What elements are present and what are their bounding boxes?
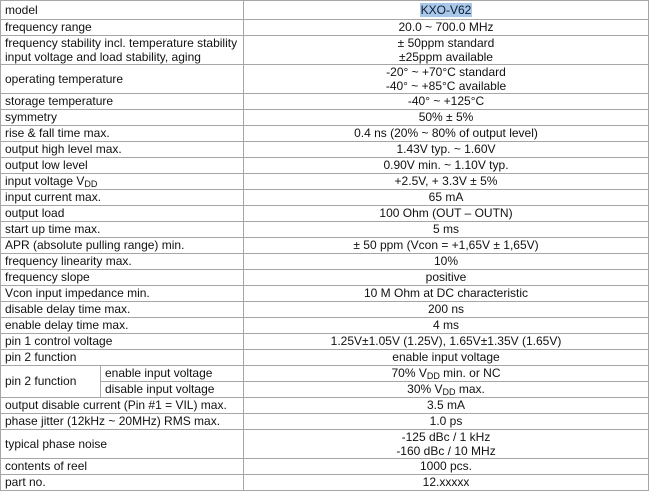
row-value: ± 50 ppm (Vcon = +1,65V ± 1,65V): [244, 238, 649, 254]
row-label: contents of reel: [1, 459, 244, 475]
row-frequency-range: [1, 20, 649, 36]
row-model: [1, 1, 649, 20]
row-output-high-level: [1, 142, 649, 158]
row-value: [244, 1, 649, 20]
row-label: output disable current (Pin #1 = VIL) max.: [1, 398, 244, 414]
row-operating-temperature: [1, 65, 649, 94]
value-line: ± 50ppm standard: [397, 36, 495, 50]
value-subscript: DD: [426, 371, 440, 381]
row-value: 10 M Ohm at DC characteristic: [244, 286, 649, 302]
row-label: output low level: [1, 158, 244, 174]
row-frequency-linearity: [1, 254, 649, 270]
row-label: frequency slope: [1, 270, 244, 286]
row-input-voltage: [1, 174, 649, 190]
row-value: 1.0 ps: [244, 414, 649, 430]
value-text: max.: [455, 382, 485, 396]
row-value: 100 Ohm (OUT – OUTN): [244, 206, 649, 222]
row-value: 0.90V min. ~ 1.10V typ.: [244, 158, 649, 174]
row-value: 3.5 mA: [244, 398, 649, 414]
row-label: operating temperature: [1, 65, 244, 94]
row-value: +2.5V, + 3.3V ± 5%: [244, 174, 649, 190]
row-value: 1.25V±1.05V (1.25V), 1.65V±1.35V (1.65V): [244, 334, 649, 350]
row-typical-phase-noise: [1, 430, 649, 459]
row-label: symmetry: [1, 110, 244, 126]
row-value: positive: [244, 270, 649, 286]
row-label: frequency linearity max.: [1, 254, 244, 270]
row-label: input current max.: [1, 190, 244, 206]
row-rise-fall-time: [1, 126, 649, 142]
row-label: [1, 36, 244, 65]
row-label: disable delay time max.: [1, 302, 244, 318]
row-value: 50% ± 5%: [244, 110, 649, 126]
value-text: min. or NC: [439, 366, 501, 380]
row-value: 12.xxxxx: [244, 475, 649, 491]
row-phase-jitter: [1, 414, 649, 430]
value-line: -125 dBc / 1 kHz: [401, 430, 491, 444]
row-symmetry: [1, 110, 649, 126]
label-text: input voltage V: [5, 174, 85, 188]
label-line: frequency stability incl. temperature stability: [5, 36, 238, 50]
row-output-low-level: [1, 158, 649, 174]
row-value: 4 ms: [244, 318, 649, 334]
row-value: [244, 366, 649, 382]
row-label: phase jitter (12kHz ~ 20MHz) RMS max.: [1, 414, 244, 430]
row-sublabel: enable input voltage: [101, 366, 244, 382]
row-value: [244, 382, 649, 398]
row-label: output high level max.: [1, 142, 244, 158]
row-label: start up time max.: [1, 222, 244, 238]
row-label: frequency range: [1, 20, 244, 36]
row-value: 5 ms: [244, 222, 649, 238]
row-value: [244, 430, 649, 459]
row-value: [244, 65, 649, 94]
row-value: [244, 36, 649, 65]
row-sublabel: disable input voltage: [101, 382, 244, 398]
row-label: Vcon input impedance min.: [1, 286, 244, 302]
selected-model-text[interactable]: KXO-V62: [420, 2, 472, 17]
row-storage-temperature: [1, 94, 649, 110]
row-frequency-stability: [1, 36, 649, 65]
row-part-no: [1, 475, 649, 491]
value-text: 70% V: [391, 366, 427, 380]
row-apr: [1, 238, 649, 254]
value-line: -160 dBc / 10 MHz: [396, 444, 496, 458]
row-label: [1, 174, 244, 190]
row-label: storage temperature: [1, 94, 244, 110]
row-label-group: pin 2 function: [1, 366, 101, 398]
row-label: rise & fall time max.: [1, 126, 244, 142]
row-output-disable-current: [1, 398, 649, 414]
row-value: enable input voltage: [244, 350, 649, 366]
row-label: part no.: [1, 475, 244, 491]
row-label: enable delay time max.: [1, 318, 244, 334]
label-subscript: DD: [84, 179, 98, 189]
row-pin2-function: [1, 350, 649, 366]
row-value: 1.43V typ. ~ 1.60V: [244, 142, 649, 158]
row-output-load: [1, 206, 649, 222]
label-line: input voltage and load stability, aging: [5, 50, 201, 64]
row-label: output load: [1, 206, 244, 222]
row-value: -40° ~ +125°C: [244, 94, 649, 110]
value-text: 30% V: [407, 382, 443, 396]
row-value: 1000 pcs.: [244, 459, 649, 475]
value-line: -20° ~ +70°C standard: [386, 65, 506, 79]
row-enable-delay-time: [1, 318, 649, 334]
row-value: 0.4 ns (20% ~ 80% of output level): [244, 126, 649, 142]
row-pin1-control-voltage: [1, 334, 649, 350]
row-label: pin 1 control voltage: [1, 334, 244, 350]
value-line: -40° ~ +85°C available: [385, 79, 507, 93]
row-label: APR (absolute pulling range) min.: [1, 238, 244, 254]
row-value: 65 mA: [244, 190, 649, 206]
row-value: 20.0 ~ 700.0 MHz: [244, 20, 649, 36]
value-line: ±25ppm available: [399, 50, 493, 64]
row-value: 200 ns: [244, 302, 649, 318]
row-pin2-function-enable: [1, 366, 649, 382]
row-frequency-slope: [1, 270, 649, 286]
row-label: pin 2 function: [1, 350, 244, 366]
row-vcon-input-impedance: [1, 286, 649, 302]
row-input-current: [1, 190, 649, 206]
row-disable-delay-time: [1, 302, 649, 318]
row-start-up-time: [1, 222, 649, 238]
value-subscript: DD: [442, 387, 456, 397]
row-label: typical phase noise: [1, 430, 244, 459]
row-value: 10%: [244, 254, 649, 270]
row-contents-of-reel: [1, 459, 649, 475]
row-label: model: [1, 1, 244, 20]
